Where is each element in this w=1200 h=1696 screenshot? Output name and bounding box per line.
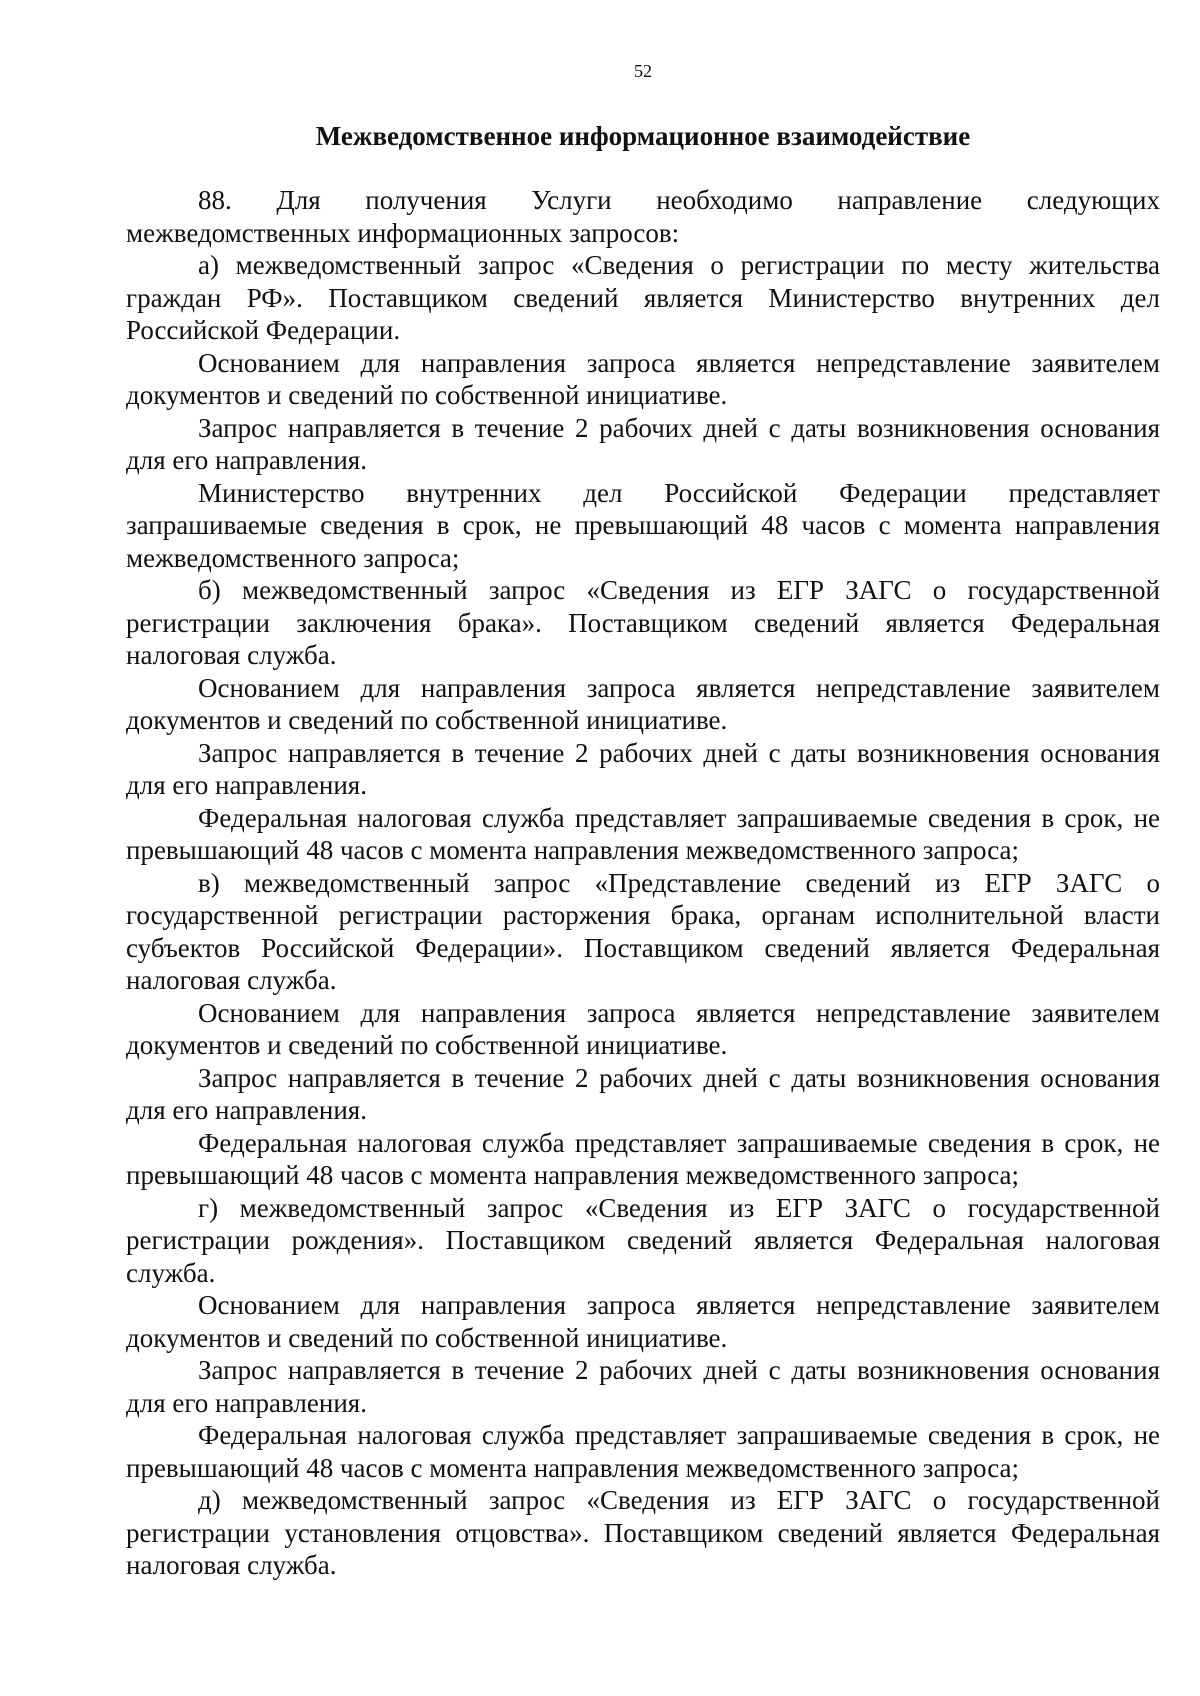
document-page	[126, 60, 1160, 1582]
page-number: 52	[634, 61, 652, 81]
paragraph: а) межведомственный запрос «Сведения о регистрации по месту жительства граждан РФ». Поставщиком сведений является Министерство внутренних дел Российской Федерации.	[126, 250, 1160, 345]
paragraph: 88. Для получения Услуги необходимо направление следующих межведомственных информационных запросов:	[126, 185, 1160, 248]
paragraph: в) межведомственный запрос «Представление сведений из ЕГР ЗАГС о государственной регистрации расторжения брака, органам исполнительной власти субъектов Российской Федерации». Поставщиком сведений является Федеральная налоговая служба.	[126, 867, 1160, 995]
paragraph: Федеральная налоговая служба представляет запрашиваемые сведения в срок, не превышающий 48 часов с момента направления межведомственного запроса;	[126, 1127, 1160, 1190]
paragraph: д) межведомственный запрос «Сведения из ЕГР ЗАГС о государственной регистрации установления отцовства». Поставщиком сведений является Федеральная налоговая служба.	[126, 1485, 1160, 1580]
document-body	[126, 184, 1160, 1582]
paragraph: Запрос направляется в течение 2 рабочих дней с даты возникновения основания для его направления.	[126, 737, 1160, 800]
paragraph: Основанием для направления запроса является непредставление заявителем документов и сведений по собственной инициативе.	[126, 1290, 1160, 1353]
paragraph: б) межведомственный запрос «Сведения из ЕГР ЗАГС о государственной регистрации заключения брака». Поставщиком сведений является Федеральная налоговая служба.	[126, 575, 1160, 670]
paragraph: Запрос направляется в течение 2 рабочих дней с даты возникновения основания для его направления.	[126, 1355, 1160, 1418]
paragraph: Основанием для направления запроса является непредставление заявителем документов и сведений по собственной инициативе.	[126, 997, 1160, 1060]
paragraph: Запрос направляется в течение 2 рабочих дней с даты возникновения основания для его направления.	[126, 1062, 1160, 1125]
paragraph: Федеральная налоговая служба представляет запрашиваемые сведения в срок, не превышающий 48 часов с момента направления межведомственного запроса;	[126, 1420, 1160, 1483]
paragraph: Министерство внутренних дел Российской Федерации представляет запрашиваемые сведения в срок, не превышающий 48 часов с момента направления межведомственного запроса;	[126, 477, 1160, 573]
paragraph: Основанием для направления запроса является непредставление заявителем документов и сведений по собственной инициативе.	[126, 347, 1160, 410]
section-title: Межведомственное информационное взаимодействие	[315, 121, 971, 151]
paragraph: Основанием для направления запроса является непредставление заявителем документов и сведений по собственной инициативе.	[126, 672, 1160, 735]
paragraph: г) межведомственный запрос «Сведения из ЕГР ЗАГС о государственной регистрации рождения». Поставщиком сведений является Федеральная налоговая служба.	[126, 1192, 1160, 1288]
paragraph: Запрос направляется в течение 2 рабочих дней с даты возникновения основания для его направления.	[126, 412, 1160, 475]
paragraph: Федеральная налоговая служба представляет запрашиваемые сведения в срок, не превышающий 48 часов с момента направления межведомственного запроса;	[126, 802, 1160, 865]
